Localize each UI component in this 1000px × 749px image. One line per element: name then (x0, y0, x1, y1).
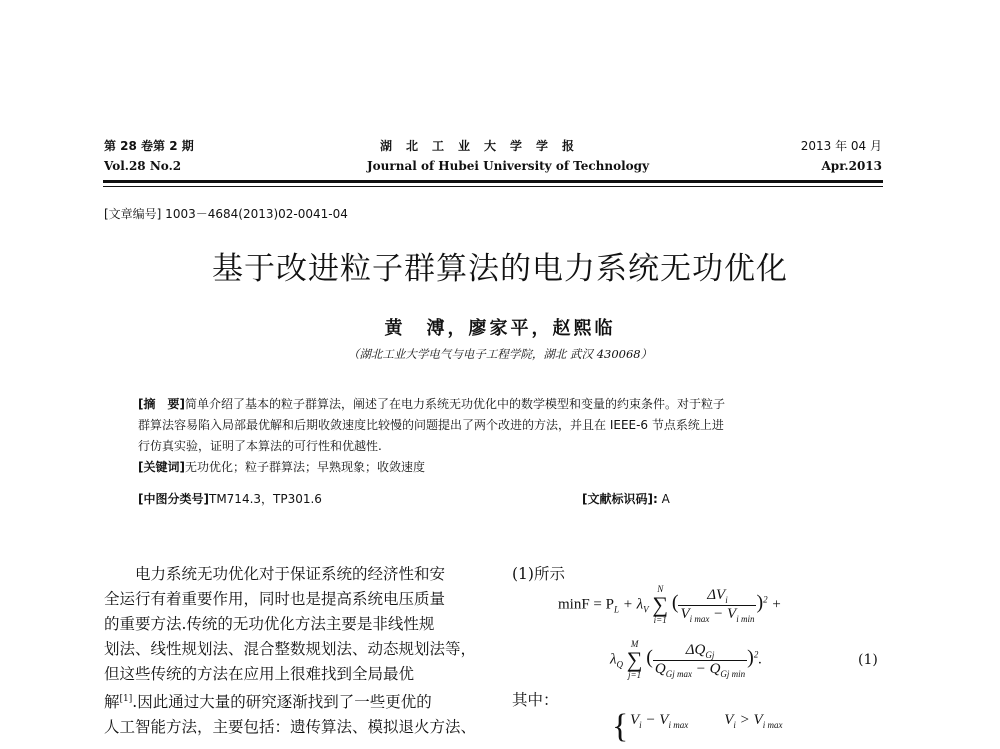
eq-lhs: minF = P (558, 596, 614, 613)
sum-symbol: M ∑ j=1 (626, 639, 643, 680)
abstract-label: [摘 要] (138, 397, 185, 411)
journal-title-cn: 湖 北 工 业 大 学 学 报 (380, 139, 576, 153)
keywords: [关键词]无功优化；粒子群算法；早熟现象；收敛速度 (138, 460, 425, 474)
equation-intro: (1)所示 (512, 565, 565, 583)
abstract (138, 394, 858, 478)
abstract-line-3: 行仿真实验，证明了本算法的可行性和优越性. (138, 439, 382, 453)
affiliation: （湖北工业大学电气与电子工程学院，湖北 武汉 430068） (347, 347, 653, 361)
abstract-line-2: 群算法容易陷入局部最优解和后期收敛速度比较慢的问题提出了两个改进的方法，并且在 IEEE-6 节点系统上进 (138, 418, 724, 432)
document-code: [文献标识码]: A (582, 492, 670, 506)
equation-1-line-1: $\min F = P_L + \lambda_V$ N ∑ i=1 ( $\frac{\Delta V_i}{V_{i max} - V_{i min}}$ )$^2$ + (558, 584, 782, 625)
date-cn: 2013 年 04 月 (800, 139, 882, 153)
abstract-line-1: [摘 要]简单介绍了基本的粒子群算法，阐述了在电力系统无功优化中的数学模型和变量的约束条件。对于粒子 (138, 397, 725, 411)
body-line: 的重要方法.传统的无功优化方法主要是非线性规 (104, 615, 435, 633)
body-line: 但这些传统的方法在应用上很难找到全局最优 (104, 665, 415, 683)
equation-number: (1) (858, 652, 878, 668)
body-left-column (104, 562, 494, 740)
paper-title: 基于改进粒子群算法的电力系统无功优化 (212, 251, 788, 287)
authors: 黄 溥，廖家平，赵熙临 (384, 318, 616, 339)
volume-cn: 第 28 卷第 2 期 (104, 139, 194, 153)
body-line: 电力系统无功优化对于保证系统的经济性和安 (104, 565, 446, 583)
sum-symbol: N ∑ i=1 (652, 584, 669, 625)
citation: [1] (119, 694, 133, 704)
body-line: 解[1].因此通过大量的研究逐渐找到了一些更优的 (104, 693, 432, 712)
body-line: 全运行有着重要作用，同时也是提高系统电压质量 (104, 590, 446, 608)
clc-number: [中图分类号]TM714.3，TP301.6 (138, 492, 322, 506)
volume-en: Vol.28 No.2 (104, 159, 182, 173)
body-line: 人工智能方法，主要包括：遗传算法、模拟退火方法、 (104, 718, 477, 737)
where-label: 其中： (512, 691, 559, 709)
doc-code-label: [文献标识码]: (582, 492, 658, 506)
clc-label: [中图分类号] (138, 492, 209, 506)
header-rule-thin (103, 186, 883, 187)
body-line: 划法、线性规划法、混合整数规划法、动态规划法等， (104, 640, 477, 658)
article-number: [文章编号] 1003－4684(2013)02-0041-04 (104, 207, 348, 221)
date-en: Apr.2013 (821, 159, 882, 173)
fraction: $\frac{\Delta V_i}{V_{i max} - V_{i min}}$ (680, 586, 755, 624)
keywords-label: [关键词] (138, 460, 185, 474)
fraction: $\frac{\Delta Q_{Gj}}{Q_{Gj max} - Q_{Gj min}}$ (654, 641, 746, 679)
journal-title-en: Journal of Hubei University of Technology (367, 159, 650, 173)
equation-1-line-2: $\lambda_Q$ M ∑ j=1 ( $\frac{\Delta Q_{Gj}}{Q_{Gj max} - Q_{Gj min}}$ )$^2$. (610, 639, 763, 680)
equation-2-partial: { $V_i - V_{i max}$ $V_i > V_{i max}$ (612, 708, 783, 745)
header-rule-thick (103, 180, 883, 183)
